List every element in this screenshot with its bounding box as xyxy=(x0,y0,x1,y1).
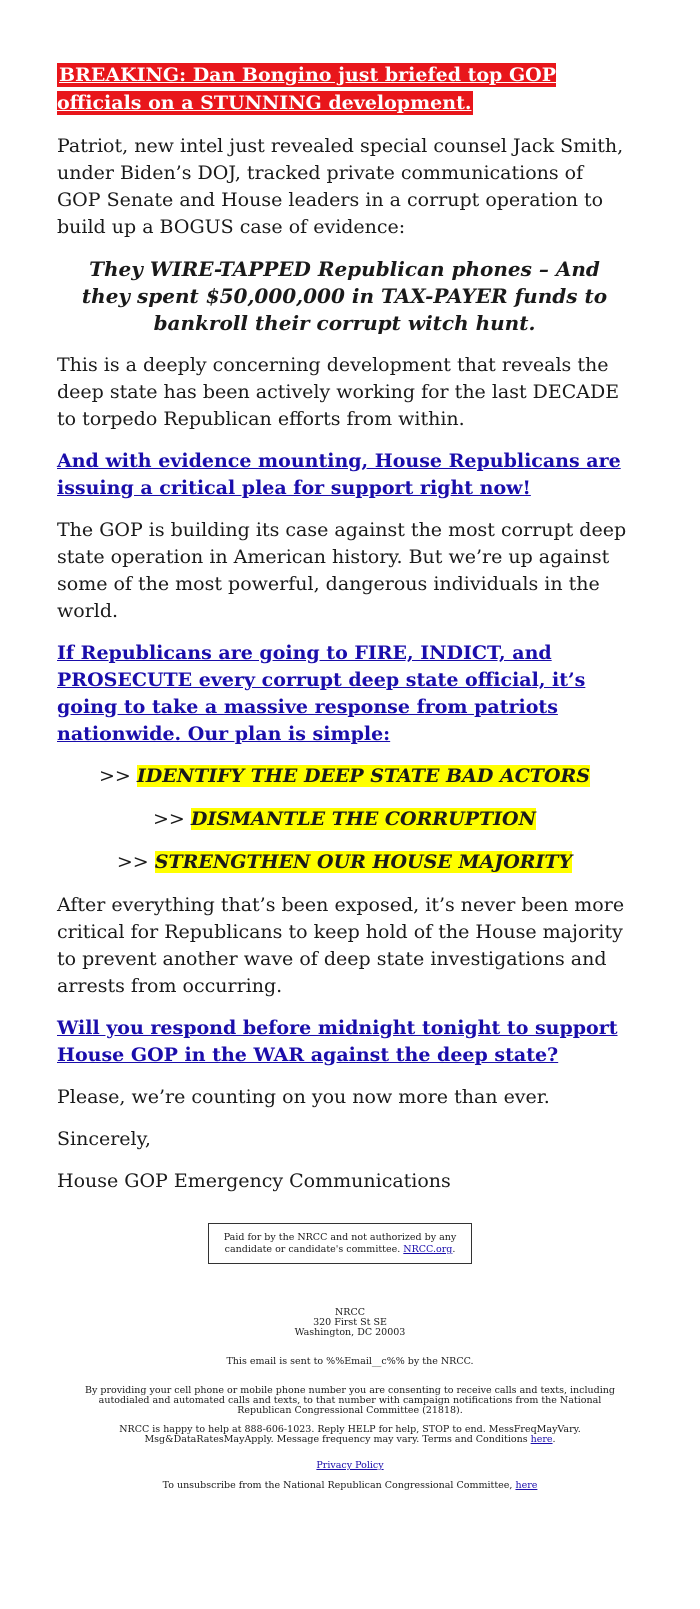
intro-paragraph: Patriot, new intel just revealed special counsel Jack Smith, under Biden’s DOJ, tracked private communications of GOP Senate and House leaders in a corrupt operation to build up a BOGUS case of evidence: xyxy=(57,135,624,238)
breaking-headline[interactable]: BREAKING: Dan Bongino just briefed top GOP officials on a STUNNING development. xyxy=(57,64,557,114)
help-notice: NRCC is happy to help at 888-606-1023. Reply HELP for help, STOP to end. MessFreqMayVary. Msg&DataRatesMayApply. Message frequency may vary. Terms and Conditions here. xyxy=(119,1424,581,1445)
consent-notice: By providing your cell phone or mobile phone number you are consenting to receive calls and texts, including autodialed and automated calls and texts, to that number with campaign notifications from the National Republican Congressional Committee (21818). xyxy=(85,1385,615,1416)
plan-item-label: STRENGTHEN OUR HOUSE MAJORITY xyxy=(154,851,573,873)
exposed-paragraph: After everything that’s been exposed, it’s never been more critical for Republicans to keep hold of the House majority to prevent another wave of deep state investigations and arrests from occurring. xyxy=(57,894,625,997)
org-name: NRCC xyxy=(334,1307,365,1318)
paid-for-disclaimer: Paid for by the NRCC and not authorized by any candidate or candidate's committee. NRCC.org. xyxy=(208,1223,472,1264)
street-address: 320 First St SE xyxy=(313,1317,387,1328)
help-text: NRCC is happy to help at 888-606-1023. Reply HELP for help, STOP to end. MessFreqMayVary. Msg&DataRatesMayApply. Message frequency may vary. Terms and Conditions xyxy=(119,1424,581,1445)
plan-item-dismantle xyxy=(57,806,632,833)
headline-block xyxy=(57,62,632,118)
arrow-prefix: >> xyxy=(116,851,149,873)
privacy-policy-link[interactable]: Privacy Policy xyxy=(316,1460,384,1471)
case-paragraph: The GOP is building its case against the most corrupt deep state operation in American history. But we’re up against some of the most powerful, dangerous individuals in the world. xyxy=(57,519,627,622)
plan-link[interactable]: If Republicans are going to FIRE, INDICT, and PROSECUTE every corrupt deep state official, it’s going to take a massive response from patriots nationwide. Our plan is simple: xyxy=(57,642,586,745)
disclaimer-text: Paid for by the NRCC and not authorized by any candidate or candidate's committee. xyxy=(223,1232,457,1255)
plan-item-label: DISMANTLE THE CORRUPTION xyxy=(190,808,536,830)
quote-paragraph: They WIRE-TAPPED Republican phones – And they spent $50,000,000 in TAX-PAYER funds to bankroll their corrupt witch hunt. xyxy=(81,257,608,335)
sent-to-notice: This email is sent to %%Email__c%% by the NRCC. xyxy=(226,1356,474,1367)
plan-item-strengthen xyxy=(57,849,632,876)
respond-link[interactable]: Will you respond before midnight tonight to support House GOP in the WAR against the deep state? xyxy=(57,1017,618,1066)
concern-paragraph: This is a deeply concerning development that reveals the deep state has been actively working for the last DECADE to torpedo Republican efforts from within. xyxy=(57,354,620,430)
unsubscribe-block xyxy=(80,1481,620,1491)
arrow-prefix: >> xyxy=(98,765,131,787)
arrow-prefix: >> xyxy=(153,808,185,830)
email-body xyxy=(57,62,632,1210)
plea-link[interactable]: And with evidence mounting, House Republicans are issuing a critical plea for support right now! xyxy=(57,450,621,499)
nrcc-link[interactable]: NRCC.org xyxy=(403,1244,453,1255)
address-block xyxy=(80,1308,620,1338)
counting-paragraph: Please, we’re counting on you now more than ever. xyxy=(57,1086,550,1108)
unsubscribe-link[interactable]: here xyxy=(515,1480,538,1491)
privacy-block xyxy=(80,1461,620,1471)
plan-item-identify xyxy=(57,763,632,790)
sincerely-text: Sincerely, xyxy=(57,1128,151,1150)
plan-item-label: IDENTIFY THE DEEP STATE BAD ACTORS xyxy=(136,765,591,787)
signature-text: House GOP Emergency Communications xyxy=(57,1170,451,1192)
unsubscribe-text: To unsubscribe from the National Republican Congressional Committee, xyxy=(162,1480,513,1491)
city-address: Washington, DC 20003 xyxy=(294,1327,406,1338)
terms-link[interactable]: here xyxy=(530,1434,553,1445)
